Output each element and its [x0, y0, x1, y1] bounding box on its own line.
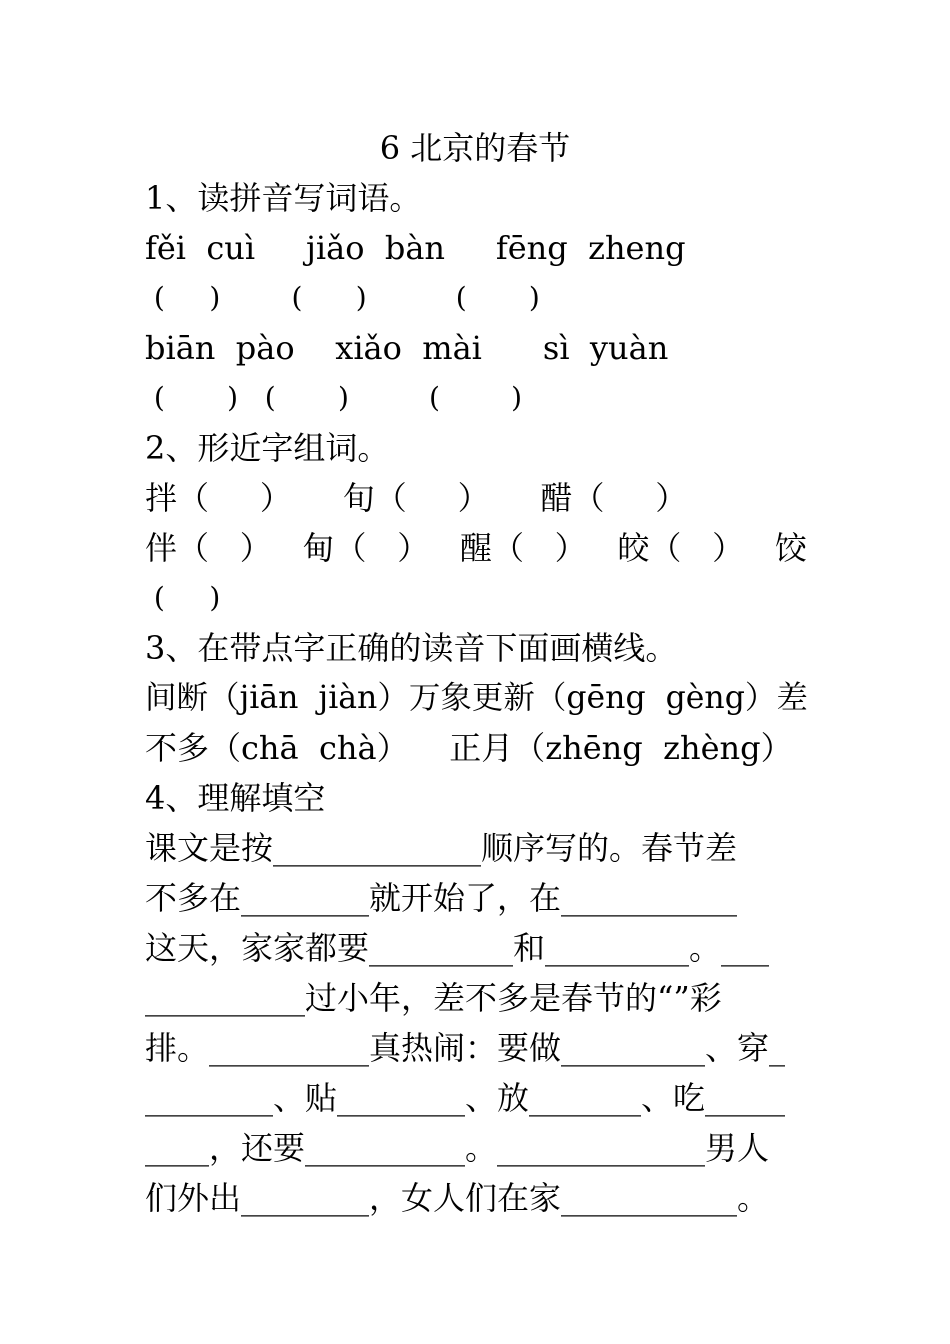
q2-row2-item: 伴（: [145, 529, 210, 567]
q4-fill-in-line: ________、贴________、放_______、吃_____: [145, 1079, 786, 1117]
q3-row1-item: 差: [776, 680, 808, 716]
q4-fill-in-line: 排。__________真热闹：要做_________、穿_: [145, 1029, 786, 1067]
q1-brackets-row2: ( ) ( ) ( ): [145, 381, 523, 414]
q3-row2: 不多（chā chà） 正月（zhēng zhèng）: [145, 729, 793, 767]
q2-row1: 拌（ ） 旬（ ） 醋（ ）: [145, 479, 688, 517]
q2-heading: 2、形近字组词。: [145, 429, 390, 467]
q3-heading: 3、在带点字正确的读音下面画横线。: [145, 629, 678, 667]
q2-row2: [145, 528, 807, 568]
q2-row2-item: 皎（: [617, 529, 682, 567]
page-title: 6 北京的春节: [379, 129, 571, 167]
q1-pinyin-row2: biān pào xiǎo mài sì yuàn: [145, 329, 669, 367]
q1-heading: 1、读拼音写词语。: [145, 179, 422, 217]
q4-fill-in-line: 这天，家家都要_________和_________。___: [145, 929, 770, 967]
q4-fill-in-line: ____，还要__________。_____________男人: [145, 1129, 770, 1167]
q2-row2-item: 醒（: [459, 529, 524, 567]
q4-fill-in-line: 课文是按_____________顺序写的。春节差: [145, 829, 738, 867]
q1-pinyin-row1: fěi cuì jiǎo bàn fēng zheng: [145, 229, 686, 267]
q4-heading: 4、理解填空: [145, 779, 326, 817]
q4-fill-in-line: 不多在________就开始了，在___________: [145, 879, 738, 917]
q4-fill-in-line: __________过小年，差不多是春节的“”彩: [145, 979, 722, 1017]
q2-row2-item: 饺: [774, 529, 807, 567]
q3-row1: [145, 678, 807, 718]
q2-row2-item: ）: [239, 529, 272, 567]
q2-row3: ( ): [145, 581, 221, 614]
q3-row1-item: 间断（jiān jiàn）: [145, 680, 409, 716]
q2-row2-item: ）: [397, 529, 430, 567]
q2-row2-item: ）: [712, 529, 745, 567]
q4-fill-in-line: 们外出________，女人们在家___________。: [145, 1179, 770, 1217]
q3-row1-item: 万象更新（gēng gèng）: [408, 680, 777, 716]
q2-row2-item: ）: [554, 529, 587, 567]
q2-row2-item: 甸（: [302, 529, 367, 567]
q1-brackets-row1: ( ) ( ) ( ): [145, 281, 540, 314]
